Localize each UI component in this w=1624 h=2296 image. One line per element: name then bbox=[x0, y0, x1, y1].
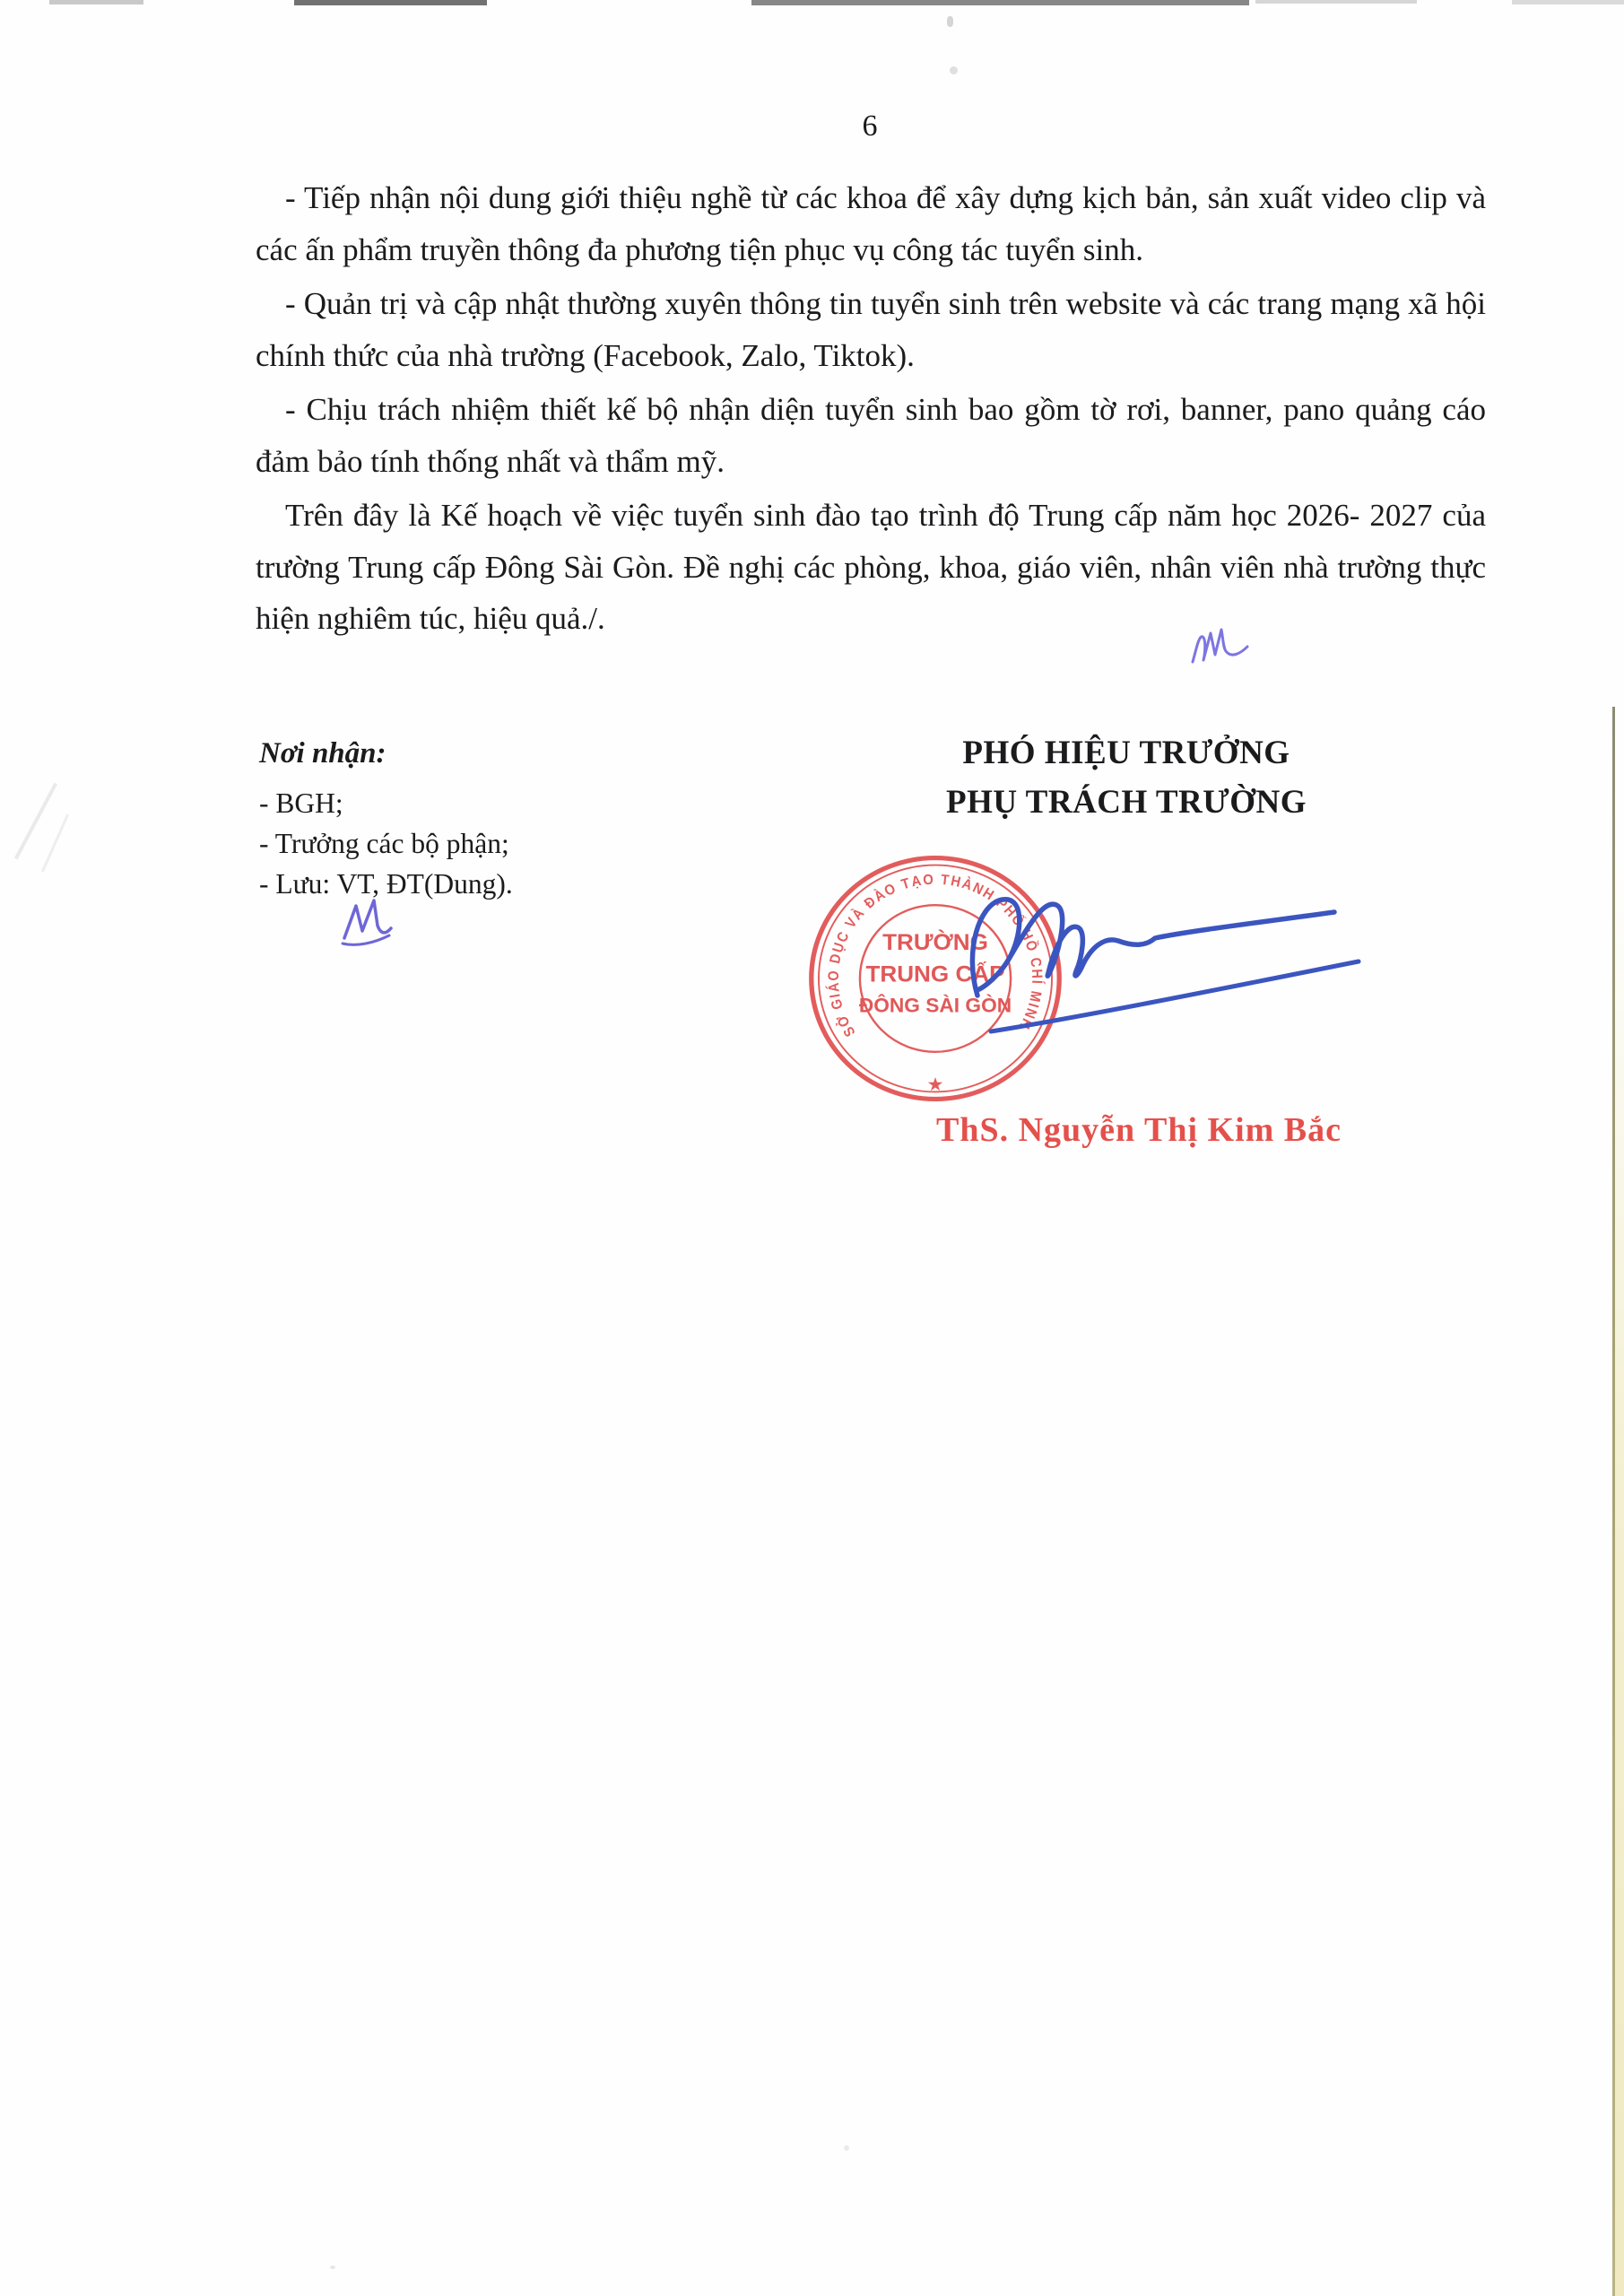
scan-artifact bbox=[294, 0, 487, 5]
stamp-star-icon: ★ bbox=[926, 1074, 944, 1095]
scan-artifact bbox=[1255, 0, 1417, 4]
paragraph-3: - Chịu trách nhiệm thiết kế bộ nhận diện tuyển sinh bao gồm tờ rơi, banner, pano quảng cáo đảm bảo tính thống nhất và thẩm mỹ. bbox=[256, 392, 1486, 479]
scan-speck bbox=[844, 2145, 849, 2151]
paragraph-4: Trên đây là Kế hoạch về việc tuyển sinh đào tạo trình độ Trung cấp năm học 2026- 2027 của trường Trung cấp Đông Sài Gòn. Đề nghị các phòng, khoa, giáo viên, nhân viên nhà trường thực hiện nghiêm túc, hiệu quả./. bbox=[256, 498, 1486, 636]
page-edge-strip bbox=[1615, 852, 1624, 2296]
page-number: 6 bbox=[862, 109, 878, 143]
handwritten-initial-icon bbox=[1185, 624, 1250, 671]
signature bbox=[915, 874, 1381, 1045]
page-edge-line bbox=[1612, 707, 1615, 2296]
scan-speck bbox=[330, 2266, 335, 2269]
stamp-center-line1: TRƯỜNG bbox=[882, 930, 988, 955]
recipient-item-1: - BGH; bbox=[259, 787, 343, 819]
paragraph-2: - Quản trị và cập nhật thường xuyên thông tin tuyển sinh trên website và các trang mạng xã hội chính thức của nhà trường (Facebook, Zalo, Tiktok). bbox=[256, 286, 1486, 373]
scan-artifact bbox=[751, 0, 1249, 5]
stamp-center-line2: TRUNG CẤP bbox=[865, 962, 1005, 987]
recipient-item-2: - Trưởng các bộ phận; bbox=[259, 828, 509, 859]
scan-artifact bbox=[49, 0, 143, 4]
stamp-ring-text: SỞ GIÁO DỤC VÀ ĐÀO TẠO THÀNH PHỐ HỒ CHÍ MINH bbox=[825, 871, 1046, 1039]
signer-name: ThS. Nguyễn Thị Kim Bắc bbox=[935, 1111, 1342, 1149]
scan-speck bbox=[947, 16, 953, 27]
signer-title-block bbox=[893, 728, 1359, 827]
paragraph-1: - Tiếp nhận nội dung giới thiệu nghề từ các khoa để xây dựng kịch bản, sản xuất video clip và các ấn phẩm truyền thông đa phương tiện phục vụ công tác tuyển sinh. bbox=[256, 180, 1486, 267]
recipients-label: Nơi nhận: bbox=[259, 737, 386, 770]
scan-smudge bbox=[14, 783, 57, 860]
signer-title-line1: PHÓ HIỆU TRƯỞNG bbox=[962, 735, 1290, 771]
signer-title-line2: PHỤ TRÁCH TRƯỜNG bbox=[945, 784, 1307, 821]
recipients-block bbox=[259, 737, 761, 904]
scan-artifact bbox=[1512, 0, 1624, 4]
scan-speck bbox=[950, 66, 958, 74]
handwritten-initial-icon bbox=[339, 895, 395, 949]
scan-smudge bbox=[41, 813, 69, 872]
recipient-item-3: - Lưu: VT, ĐT(Dung). bbox=[259, 868, 513, 900]
stamp-center-line3: ĐÔNG SÀI GÒN bbox=[858, 994, 1012, 1017]
document-body bbox=[256, 172, 1486, 648]
